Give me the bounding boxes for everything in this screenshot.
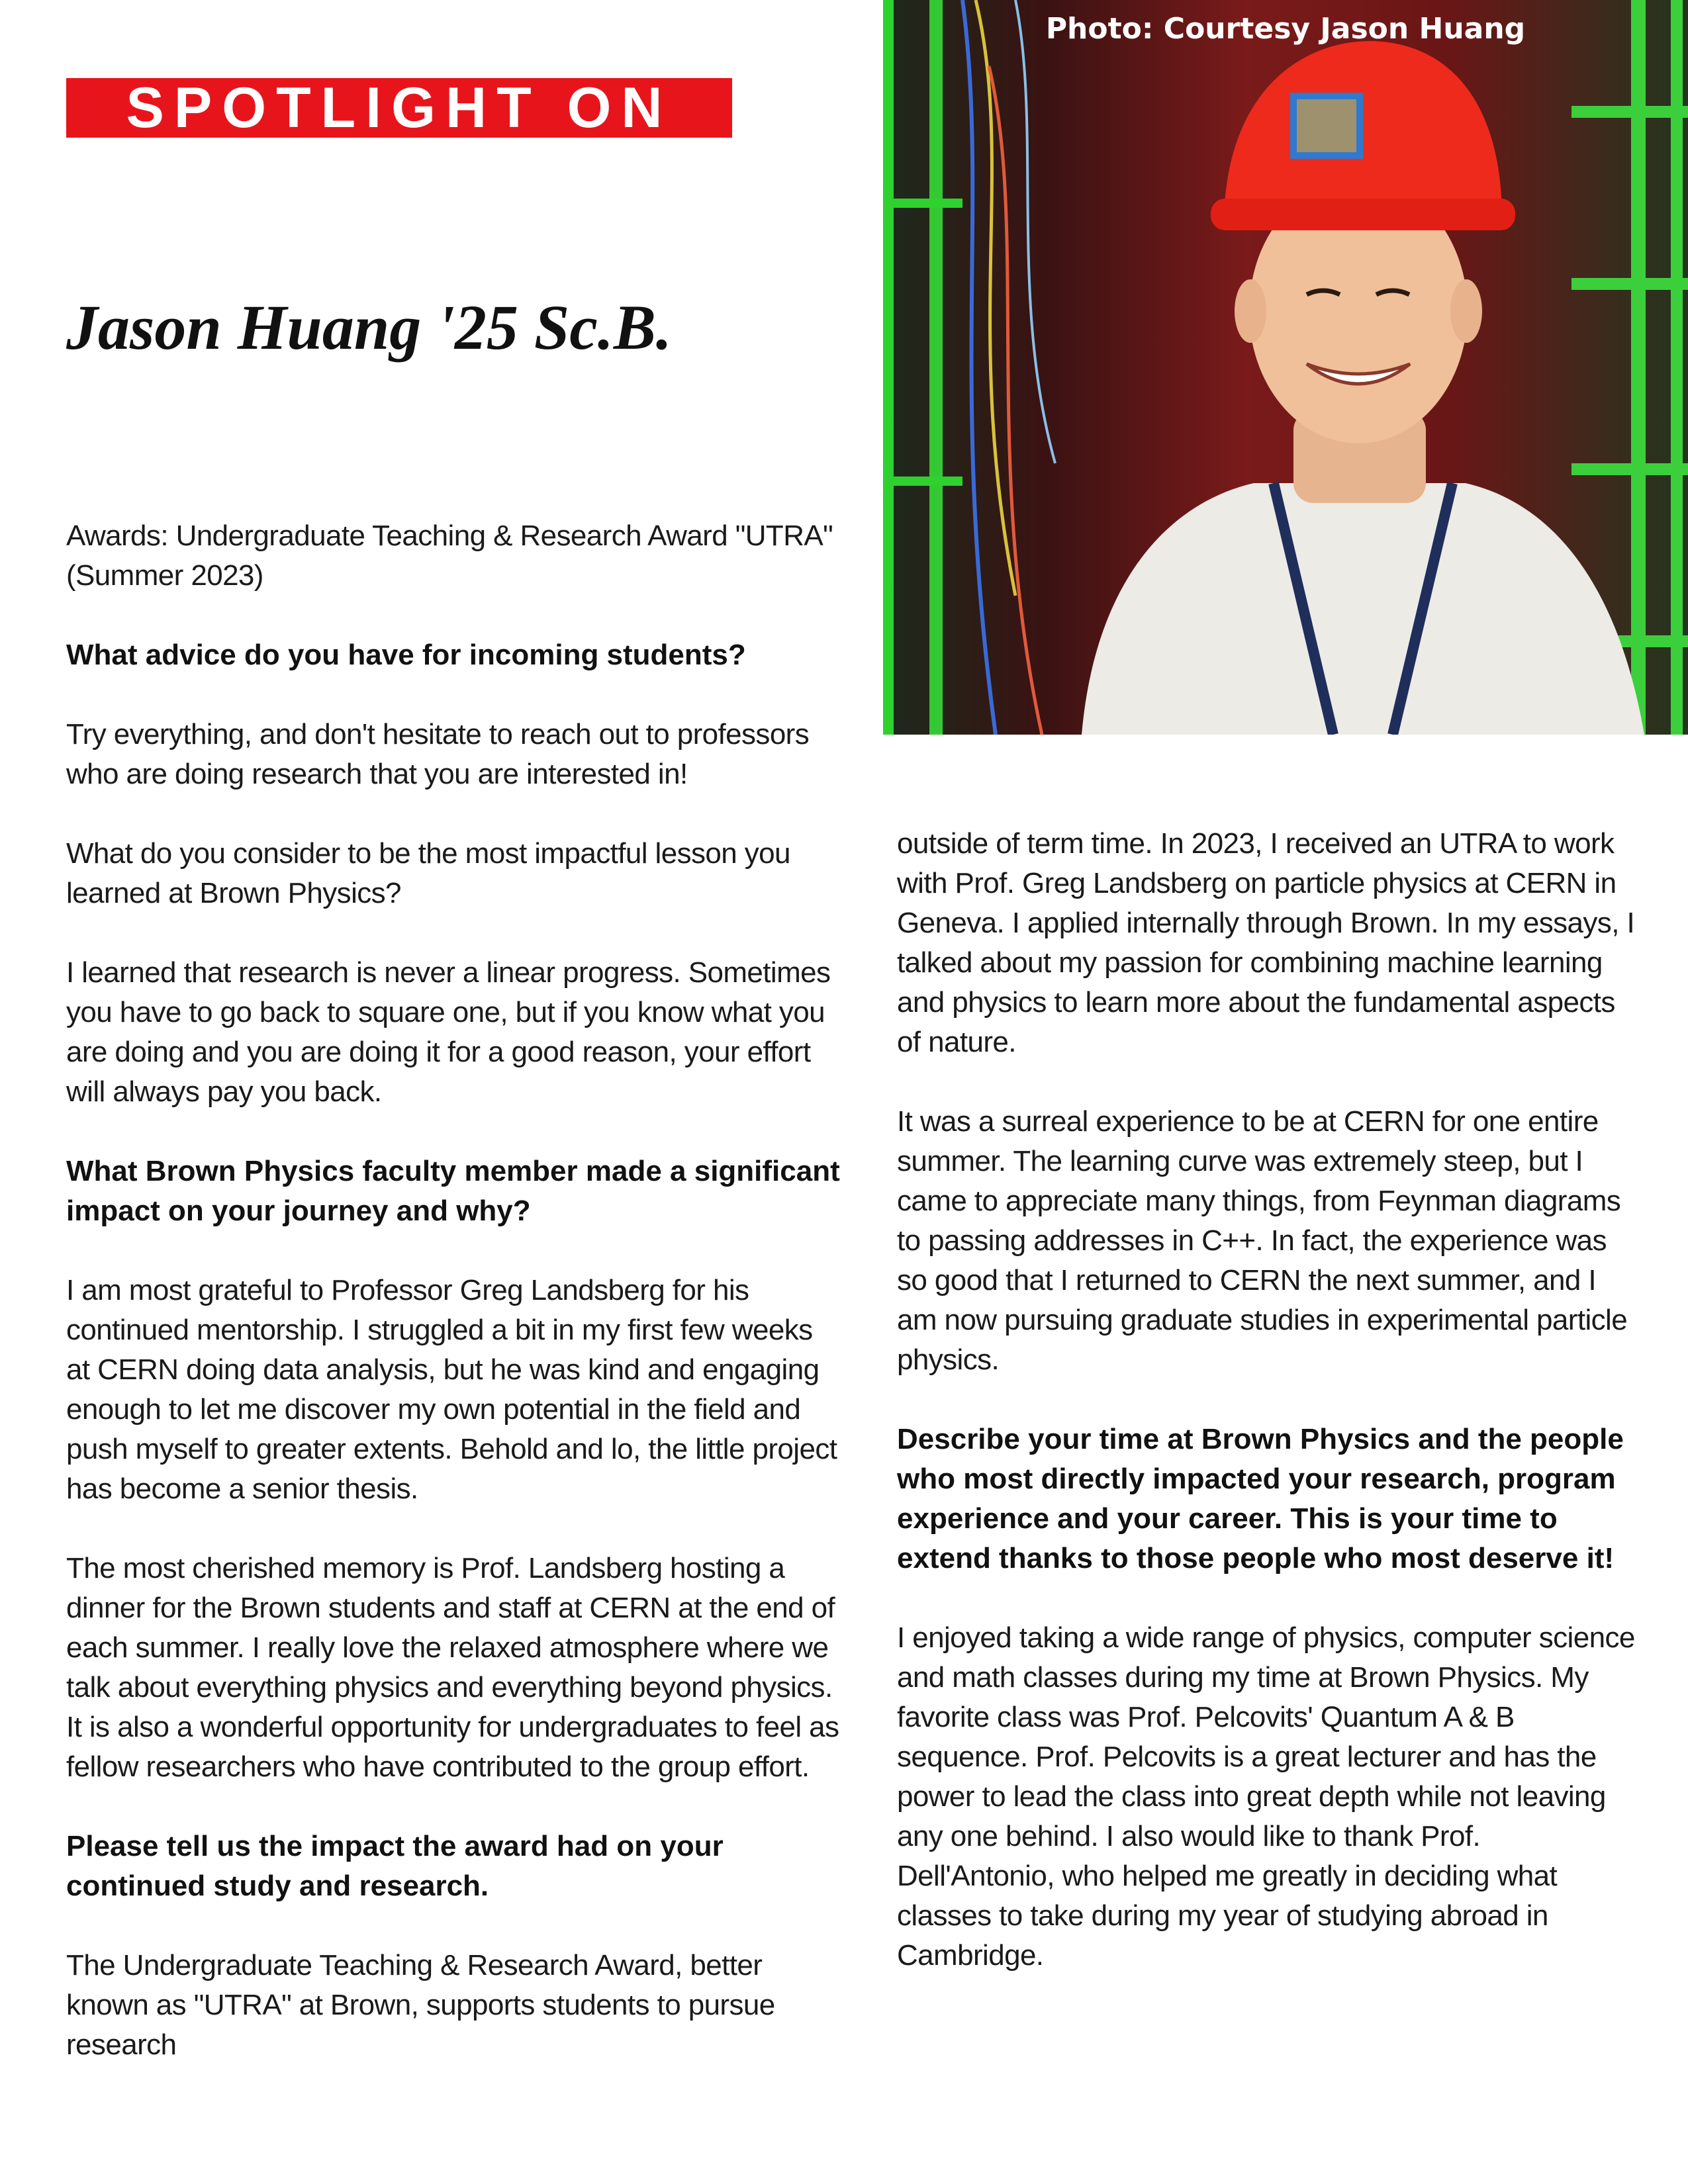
question-brown-physics: Describe your time at Brown Physics and the people who most directly impacted your research, program experience and your career. This is your time to extend thanks to those people who most deserve it! <box>897 1423 1624 1574</box>
awards-text: Awards: Undergraduate Teaching & Research Award "UTRA" (Summer 2023) <box>66 520 833 592</box>
spotlight-banner: SPOTLIGHT ON <box>66 78 732 138</box>
answer-award-impact: The Undergraduate Teaching & Research Award, better known as "UTRA" at Brown, supports students to pursue research <box>66 1949 775 2061</box>
question-advice: What advice do you have for incoming students? <box>66 639 746 671</box>
answer-faculty: I am most grateful to Professor Greg Landsberg for his continued mentorship. I struggled a bit in my first few weeks at CERN doing data analysis, but he was kind and engaging enough to let me discover my own potential in the field and push myself to greater extents. Behold and lo, the little project has become a senior thesis. <box>66 1274 837 1505</box>
photo-caption: Photo: Courtesy Jason Huang <box>1045 12 1526 46</box>
answer-brown-physics: I enjoyed taking a wide range of physics, computer science and math classes during my time at Brown Physics. My favorite class was Prof. Pelcovits' Quantum A & B sequence. Prof. Pelcovits is a great lecturer and has the power to lead the class into great depth while not leaving any one behind. I also would like to thank Prof. Dell'Antonio, who helped me greatly in deciding what classes to take during my year of studying abroad in Cambridge. <box>897 1621 1635 1972</box>
photo-illustration <box>883 0 1688 735</box>
answer-cern-experience: It was a surreal experience to be at CERN for one entire summer. The learning curve was extremely steep, but I came to appreciate many things, from Feynman diagrams to passing addresses in C++. In fact, the experience was so good that I returned to CERN the next summer, and I am now pursuing graduate studies in experimental particle physics. <box>897 1105 1628 1376</box>
answer-memory: The most cherished memory is Prof. Landsberg hosting a dinner for the Brown students and staff at CERN at the end of each summer. I really love the relaxed atmosphere where we talk about everything physics and everything beyond physics. It is also a wonderful opportunity for undergraduates to feel as fellow researchers who have contributed to the group effort. <box>66 1552 839 1783</box>
student-name: Jason Huang '25 Sc.B. <box>66 292 672 363</box>
question-faculty: What Brown Physics faculty member made a significant impact on your journey and why? <box>66 1155 840 1227</box>
left-column <box>66 516 841 2065</box>
student-photo <box>883 0 1688 735</box>
question-lesson: What do you consider to be the most impactful lesson you learned at Brown Physics? <box>66 837 790 909</box>
answer-award-impact-continued: outside of term time. In 2023, I received an UTRA to work with Prof. Greg Landsberg on particle physics at CERN in Geneva. I applied internally through Brown. In my essays, I talked about my passion for combining machine learning and physics to learn more about the fundamental aspects of nature. <box>897 827 1635 1058</box>
question-award-impact: Please tell us the impact the award had on your continued study and research. <box>66 1830 724 1902</box>
answer-advice: Try everything, and don't hesitate to reach out to professors who are doing research that you are interested in! <box>66 718 810 790</box>
right-column <box>897 824 1635 1976</box>
answer-lesson: I learned that research is never a linear progress. Sometimes you have to go back to square one, but if you know what you are doing and you are doing it for a good reason, your effort will always pay you back. <box>66 956 831 1108</box>
